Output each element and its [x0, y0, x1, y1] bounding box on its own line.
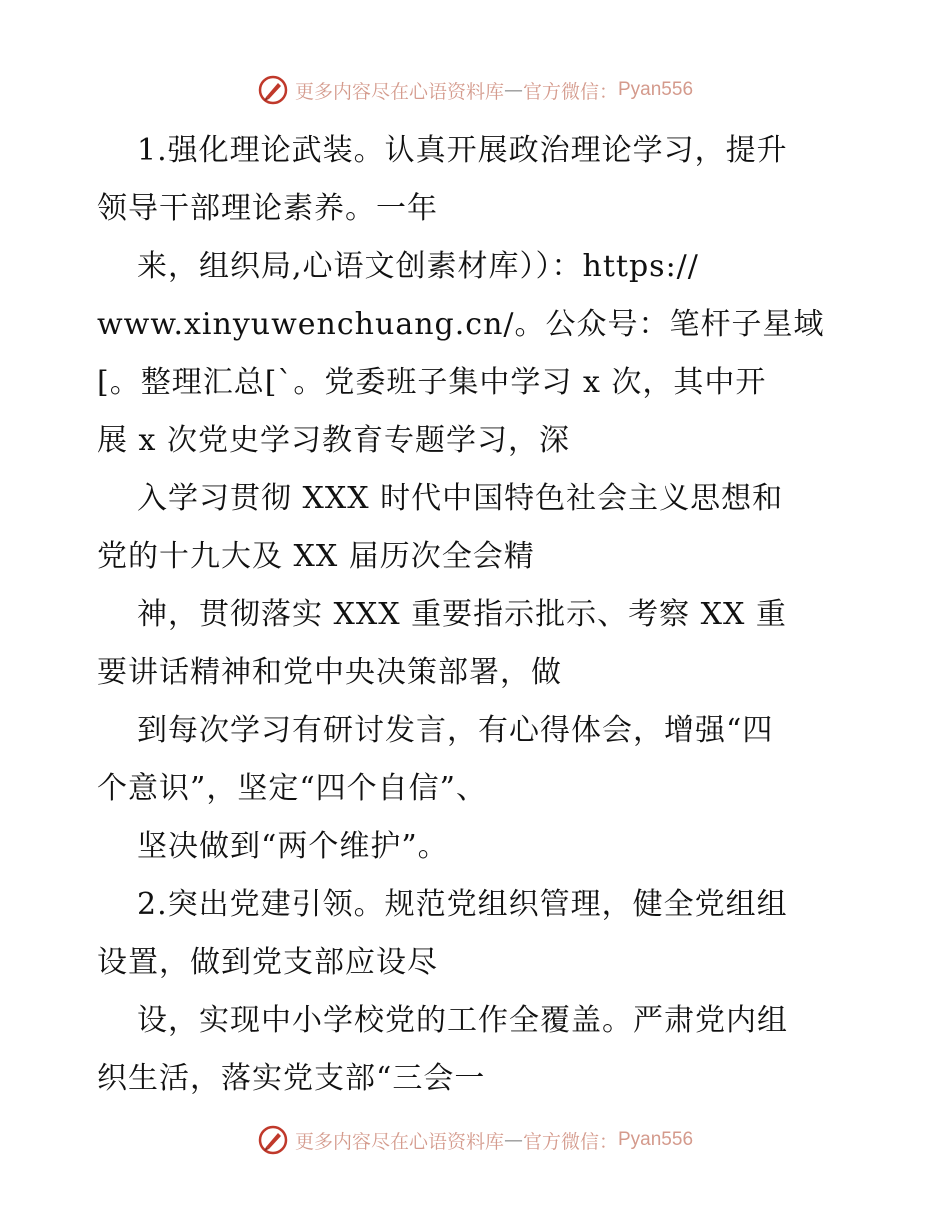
text-line: 来，组织局,心语文创素材库））：https:// [137, 249, 699, 284]
watermark-brand: 更多内容尽在心语资料库 [294, 80, 504, 103]
text-line: 设，实现中小学校党的工作全覆盖。严肃党内组 [137, 1003, 788, 1038]
text-line: 领导干部理论素养。一年 [97, 191, 438, 226]
text-line: 个意识”，坚定“四个自信”、 [97, 771, 488, 806]
watermark-account: Pyan556 [618, 1129, 694, 1150]
text-line: 织生活，落实党支部“三会一 [97, 1061, 486, 1096]
watermark-contact-label: 官方微信： [522, 80, 618, 103]
text-line: 2.突出党建引领。规范党组织管理，健全党组组 [137, 887, 788, 922]
text-line: [。整理汇总[`。党委班子集中学习 x 次，其中开 [97, 365, 767, 400]
text-line: 党的十九大及 XX 届历次全会精 [97, 539, 535, 574]
text-line: 设置，做到党支部应设尽 [97, 945, 438, 980]
text-line: 1.强化理论武装。认真开展政治理论学习，提升 [137, 133, 788, 168]
document-body [97, 122, 857, 1108]
watermark-account: Pyan556 [618, 79, 694, 100]
text-line: 坚决做到“两个维护”。 [137, 829, 449, 864]
pen-logo-icon [257, 74, 289, 106]
footer-watermark [0, 1120, 950, 1160]
text-line: 到每次学习有研讨发言，有心得体会，增强“四 [137, 713, 774, 748]
watermark-separator: — [503, 1129, 523, 1151]
text-line: www.xinyuwenchuang.cn/。公众号：笔杆子星域 [97, 307, 825, 342]
text-line: 神，贯彻落实 XXX 重要指示批示、考察 XX 重 [137, 597, 787, 632]
header-watermark [0, 70, 950, 110]
watermark-brand: 更多内容尽在心语资料库 [294, 1130, 504, 1153]
text-line: 展 x 次党史学习教育专题学习，深 [97, 423, 570, 458]
watermark-separator: — [503, 79, 523, 101]
watermark-contact-label: 官方微信： [522, 1130, 618, 1153]
text-line: 要讲话精神和党中央决策部署，做 [97, 655, 562, 690]
text-line: 入学习贯彻 XXX 时代中国特色社会主义思想和 [137, 481, 784, 516]
pen-logo-icon [257, 1124, 289, 1156]
